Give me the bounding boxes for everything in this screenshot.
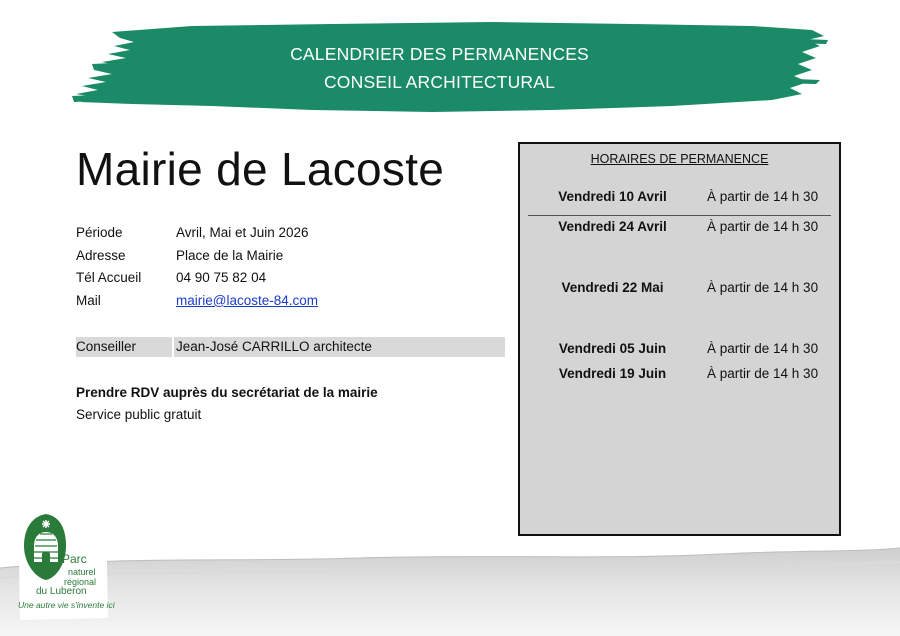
schedule-divider	[528, 215, 831, 216]
info-value: 04 90 75 82 04	[176, 270, 267, 286]
info-row-tel	[76, 267, 506, 290]
schedule-time: À partir de 14 h 30	[707, 219, 819, 234]
info-label: Période	[76, 225, 123, 240]
banner-subtitle: CONSEIL ARCHITECTURAL	[323, 72, 556, 92]
info-label: Mail	[76, 292, 101, 308]
conseiller-row	[76, 337, 505, 357]
schedule-box	[518, 142, 841, 536]
schedule-time: À partir de 14 h 30	[707, 189, 819, 204]
schedule-day: Vendredi 05 Juin	[558, 341, 667, 356]
logo-line: naturel	[68, 567, 96, 577]
footer-wave-decoration	[0, 540, 900, 636]
header-banner	[72, 18, 832, 116]
schedule-day: Vendredi 22 Mai	[561, 280, 664, 295]
info-value: Avril, Mai et Juin 2026	[176, 225, 309, 240]
logo-line: Parc	[62, 552, 87, 566]
schedule-day: Vendredi 24 Avril	[558, 219, 667, 234]
conseiller-label: Conseiller	[76, 337, 172, 357]
rdv-instruction: Prendre RDV auprès du secrétariat de la mairie	[76, 385, 378, 400]
info-value: Place de la Mairie	[176, 247, 284, 263]
info-table	[76, 222, 506, 312]
schedule-time: À partir de 14 h 30	[707, 366, 819, 381]
parc-luberon-logo	[14, 502, 115, 622]
logo-line: régional	[64, 577, 97, 587]
schedule-title: HORAIRES DE PERMANENCE	[590, 152, 769, 166]
info-label: Adresse	[76, 247, 126, 263]
banner-title: CALENDRIER DES PERMANENCES	[290, 44, 589, 64]
schedule-time: À partir de 14 h 30	[707, 341, 819, 356]
schedule-day: Vendredi 10 Avril	[558, 189, 667, 204]
info-row-adresse	[76, 245, 506, 268]
rdv-block	[76, 382, 378, 426]
info-row-periode	[76, 222, 506, 245]
logo-line: du Luberon	[36, 586, 87, 597]
rdv-note: Service public gratuit	[76, 407, 202, 422]
schedule-time: À partir de 14 h 30	[707, 280, 819, 295]
mail-link[interactable]: mairie@lacoste-84.com	[176, 292, 319, 308]
info-row-mail	[76, 290, 506, 313]
schedule-day: Vendredi 19 Juin	[558, 366, 667, 381]
info-label: Tél Accueil	[76, 270, 142, 286]
conseiller-value: Jean-José CARRILLO architecte	[174, 337, 505, 357]
page-title: Mairie de Lacoste	[76, 143, 445, 195]
logo-tagline: Une autre vie s'invente ici	[18, 600, 115, 610]
